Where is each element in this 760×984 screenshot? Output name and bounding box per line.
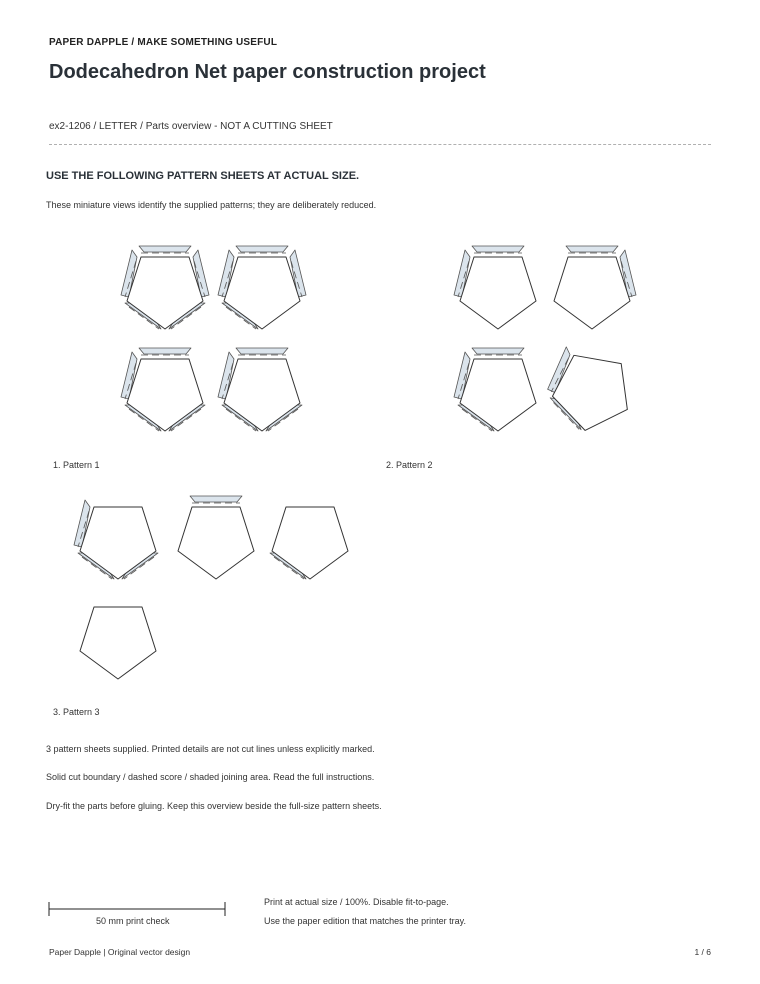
print-instruction: Print at actual size / 100%. Disable fit-to-page. [264, 897, 449, 907]
pentagon-piece [554, 246, 636, 329]
paper-instruction: Use the paper edition that matches the printer tray. [264, 916, 466, 926]
pentagon-piece [454, 348, 536, 431]
pentagon-piece [121, 246, 209, 329]
footer-credit: Paper Dapple | Original vector design [49, 947, 191, 957]
scale-bar-label: 50 mm print check [96, 916, 170, 926]
dashed-divider [49, 144, 711, 145]
pentagon-piece [80, 607, 156, 679]
pentagon-piece [218, 246, 306, 329]
pentagon-piece [542, 345, 636, 437]
note-legend: Solid cut boundary / dashed score / shaded joining area. Read the full instructions. [46, 772, 375, 782]
pentagon-piece [121, 348, 205, 431]
pattern-2-label: 2. Pattern 2 [386, 460, 433, 470]
pentagon-piece [74, 500, 158, 579]
intro-text: These miniature views identify the supplied patterns; they are deliberately reduced. [46, 200, 377, 210]
page-number: 1 / 6 [694, 947, 711, 957]
note-dry-fit: Dry-fit the parts before gluing. Keep this overview beside the full-size pattern sheets. [46, 801, 382, 811]
note-sheets: 3 pattern sheets supplied. Printed details are not cut lines unless explicitly marked. [46, 744, 375, 754]
pattern-2-preview [450, 240, 650, 440]
page-title: Dodecahedron Net paper construction project [49, 61, 486, 83]
brand-line: PAPER DAPPLE / MAKE SOMETHING USEFUL [49, 37, 278, 48]
pattern-1-label: 1. Pattern 1 [53, 460, 100, 470]
pattern-3-preview [70, 490, 360, 690]
document-meta: ex2-1206 / LETTER / Parts overview - NOT A CUTTING SHEET [49, 121, 333, 132]
pattern-1-preview [110, 240, 320, 440]
section-heading: USE THE FOLLOWING PATTERN SHEETS AT ACTUAL SIZE. [46, 170, 360, 182]
pentagon-piece [178, 496, 254, 579]
pattern-3-label: 3. Pattern 3 [53, 707, 100, 717]
pentagon-piece [218, 348, 302, 431]
pentagon-piece [270, 507, 348, 579]
pentagon-piece [454, 246, 536, 329]
